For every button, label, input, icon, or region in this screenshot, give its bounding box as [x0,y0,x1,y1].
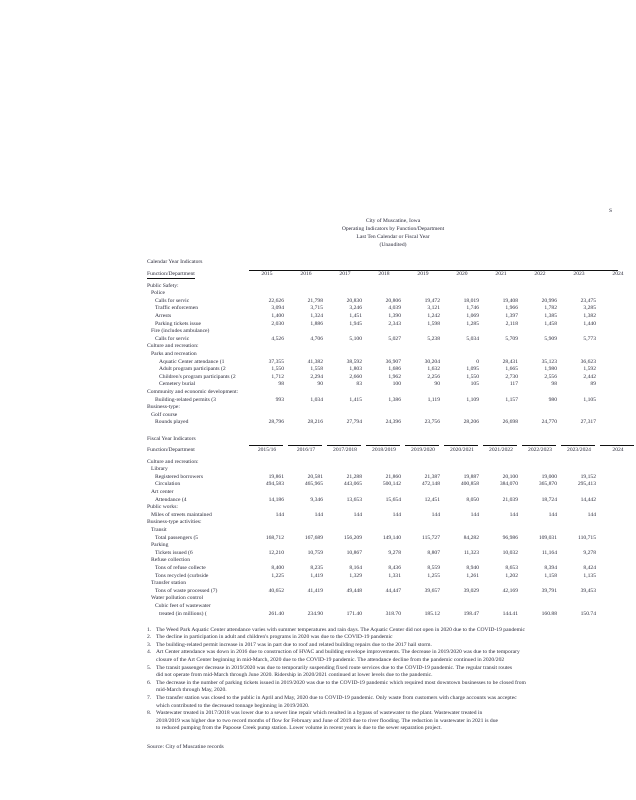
table-cell: 1,034 [310,396,323,403]
table-cell: 8,807 [427,549,440,556]
year-header: 2015 [261,271,273,277]
table-cell: 144 [431,511,440,518]
table-cell: 5,709 [505,335,518,342]
table-cell: 18,019 [463,297,479,304]
row-label: Cemetery burial [159,381,196,388]
table-cell: 1,324 [310,312,323,319]
year-header: 2024 [612,271,624,277]
table-cell: 3,094 [271,305,284,312]
row-label: Parking tickets issue [155,320,201,327]
year-header: 2019 [417,271,429,277]
year-header: 2021 [495,271,507,277]
table-cell: 20,830 [346,297,362,304]
table-cell: 1,746 [466,305,479,312]
row-label: Calls for servic [155,335,190,342]
table-cell: 24,770 [541,419,557,426]
row-label: Tons recycled (curbside [155,572,209,579]
table-cell: 1,598 [427,320,440,327]
year-header-rule [444,445,478,446]
table-cell: 2,660 [349,373,362,380]
table-cell: 8,164 [349,564,362,571]
year-header: 2015/16 [257,447,277,453]
table-cell: 19,472 [424,297,440,304]
group-label: Public Safety: [147,282,179,289]
table-cell: 167,689 [304,534,323,541]
group-label: Public works: [147,504,178,511]
fiscal-column-label: Function/Department [147,447,195,453]
table-cell: 37,355 [268,358,284,365]
table-cell: 2,556 [544,373,557,380]
table-cell: 23,756 [424,419,440,426]
footnote-text: did not operate from mid-March through June 2020. Ridership in 2020/2021 continued at lower levels due to the pandemic. [156,672,433,679]
table-cell: 1,069 [466,312,479,319]
table-cell: 40,652 [268,587,284,594]
footnote-text: The building-related permit increase in 2017 was in part due to roof and related building repairs due to the 2017 hail storm. [156,641,432,648]
year-header: 2017 [339,271,351,277]
table-cell: 2,294 [310,373,323,380]
fiscal-section-label: Fiscal Year Indicators [147,436,196,442]
footnote-text: The decrease in the number of parking tickets issued in 2019/2020 was due to the COVID-19 pandemic which required most downtown businesses to be closed from [156,679,526,686]
table-cell: 1,550 [271,366,284,373]
group-label: Parking [151,542,169,549]
table-cell: 1,331 [388,572,401,579]
group-label: Culture and recreation: [147,458,199,465]
table-cell: 84,282 [463,534,479,541]
row-label: Traffic enforcemen [155,305,199,312]
table-cell: 28,216 [307,419,323,426]
table-cell: 443,065 [343,481,362,488]
group-label: Cubic feet of wastewater [155,602,211,609]
table-cell: 10,867 [346,549,362,556]
year-header-rule [327,445,361,446]
year-header: 2020/2021 [450,447,474,453]
table-cell: 38,592 [346,358,362,365]
group-label: Refuse collection [151,557,190,564]
row-label: treated (in millions) ( [159,610,207,617]
table-cell: 12,210 [268,549,284,556]
year-header-rule [561,445,595,446]
group-label: Fire (includes ambulance) [151,328,210,335]
report-org: City of Muscatine, Iowa [365,218,421,224]
year-header: 2024 [612,447,624,453]
table-cell: 8,394 [544,564,557,571]
table-cell: 11,164 [541,549,557,556]
table-cell: 234.90 [307,610,323,617]
table-cell: 11,323 [463,549,479,556]
table-cell: 4,039 [388,305,401,312]
table-cell: 8,424 [583,564,596,571]
table-cell: 20,581 [307,473,323,480]
table-cell: 144 [548,511,557,518]
table-cell: 1,458 [544,320,557,327]
year-header-rule [600,445,634,446]
year-header: 2017/2018 [333,447,357,453]
group-label: Library [151,466,168,473]
table-cell: 8,653 [505,564,518,571]
table-cell: 49,448 [346,587,362,594]
table-cell: 1,980 [544,366,557,373]
table-cell: 9,278 [388,549,401,556]
table-cell: 9,346 [310,496,323,503]
table-cell: 2,343 [388,320,401,327]
table-cell: 144 [587,511,596,518]
table-cell: 1,225 [271,572,284,579]
group-label: Culture and recreation: [147,343,199,350]
table-cell: 150.74 [580,610,596,617]
year-header: 2019/2020 [411,447,435,453]
corner-mark: S [609,208,613,214]
table-cell: 1,202 [505,572,518,579]
table-cell: 4,526 [271,335,284,342]
table-cell: 8,940 [466,564,479,571]
table-cell: 1,261 [466,572,479,579]
footnote-number: 6. [147,679,152,686]
footnote-number: 8. [147,710,152,717]
footnote-text: closure of the Art Center beginning in mid-March, 2020 due to the COVID-19 pandemic. The attendance decline from the pandemic continued in 2020/202 [156,656,505,663]
table-cell: 14,442 [580,496,596,503]
year-header: 2021/2022 [489,447,513,453]
row-label: Tons of refuse collecte [155,564,206,571]
source-note: Source: City of Muscatine records [147,744,224,750]
table-cell: 98 [551,381,557,388]
year-header-rule [366,445,400,446]
year-header-rule [522,445,556,446]
table-cell: 117 [509,381,518,388]
table-cell: 30,204 [424,358,440,365]
group-label: Business-type activities: [147,519,202,526]
table-cell: 20,100 [502,473,518,480]
table-cell: 21,798 [307,297,323,304]
table-cell: 23,475 [580,297,596,304]
group-label: Transfer station [151,580,187,587]
footnote-text: The Weed Park Aquatic Center attendance varies with summer temperatures and rain days. The Aquatic Center did not open in 2020 due to the COVID-19 pandemic [156,626,526,633]
calendar-section-label: Calendar Year Indicators [147,259,203,265]
group-label: Transit [151,526,167,533]
table-cell: 993 [275,396,284,403]
table-cell: 1,329 [349,572,362,579]
report-subtitle: Last Ten Calendar or Fiscal Year [356,234,430,240]
table-cell: 1,782 [544,305,557,312]
table-cell: 1,451 [349,312,362,319]
year-header-rule [249,445,283,446]
table-cell: 1,686 [388,366,401,373]
table-cell: 1,945 [349,320,362,327]
table-cell: 3,715 [310,305,323,312]
table-cell: 1,242 [427,312,440,319]
year-header-rule [483,445,517,446]
table-cell: 2,256 [427,373,440,380]
footnote-text: The transfer station was closed to the public in April and May, 2020 due to COVID-19 pandemic. Only waste from customers with charge accounts was acceptec [156,694,517,701]
report-unaudited: (Unaudited) [379,242,407,248]
table-cell: 89 [590,381,596,388]
table-cell: 1,400 [271,312,284,319]
table-cell: 1,157 [505,396,518,403]
table-cell: 1,255 [427,572,440,579]
table-cell: 26,698 [502,419,518,426]
year-header: 2022/2023 [528,447,552,453]
year-header-rule [405,445,439,446]
table-cell: 185.12 [424,610,440,617]
table-cell: 28,206 [463,419,479,426]
table-cell: 149,140 [382,534,401,541]
table-cell: 28,796 [268,419,284,426]
table-cell: 39,029 [463,587,479,594]
footnote-text: mid-March through May, 2020. [156,687,227,694]
footnote-text: which contributed to the decreased tonnage beginning in 2019/2020. [156,702,310,709]
group-label: Golf course [151,411,178,418]
table-cell: 19,408 [502,297,518,304]
table-cell: 90 [434,381,440,388]
table-cell: 5,773 [583,335,596,342]
table-cell: 1,119 [427,396,440,403]
table-cell: 27,317 [580,419,596,426]
table-cell: 8,235 [310,564,323,571]
year-header: 2023 [573,271,585,277]
table-cell: 19,861 [268,473,284,480]
table-cell: 14,186 [268,496,284,503]
table-cell: 83 [356,381,362,388]
table-cell: 21,387 [424,473,440,480]
report-title: Operating Indicators by Function/Department [341,226,445,232]
table-cell: 1,886 [310,320,323,327]
table-cell: 144 [470,511,479,518]
table-cell: 15,654 [385,496,401,503]
table-cell: 8,436 [388,564,401,571]
table-cell: 20,806 [385,297,401,304]
table-cell: 1,419 [310,572,323,579]
footnote-number: 5. [147,664,152,671]
table-cell: 465,965 [304,481,323,488]
table-cell: 1,803 [349,366,362,373]
table-cell: 3,121 [427,305,440,312]
year-header: 2016 [300,271,312,277]
table-cell: 90 [317,381,323,388]
table-cell: 144 [392,511,401,518]
table-cell: 1,592 [583,366,596,373]
table-cell: 2,442 [583,373,596,380]
table-cell: 10,759 [307,549,323,556]
table-cell: 41,382 [307,358,323,365]
table-cell: 1,550 [466,373,479,380]
footnote-text: 2018/2019 was higher due to two record months of flow for February and June of 2019 due to river flooding. The reduction in wastewater in 2021 is due [156,717,498,724]
table-cell: 2,118 [505,320,518,327]
table-cell: 1,285 [466,320,479,327]
table-cell: 21,860 [385,473,401,480]
table-cell: 494,583 [265,481,284,488]
table-cell: 21,039 [502,496,518,503]
group-label: Business-type: [147,404,180,411]
table-cell: 109,031 [538,534,557,541]
table-cell: 19,000 [541,473,557,480]
footnote-text: The decline in participation in adult and children's programs in 2020 was due to the COVID-19 pandemic [156,634,393,641]
table-cell: 1,962 [388,373,401,380]
table-cell: 19,887 [463,473,479,480]
table-cell: 1,712 [271,373,284,380]
table-cell: 110,715 [578,534,596,541]
table-cell: 1,386 [388,396,401,403]
table-cell: 20,996 [541,297,557,304]
table-cell: 1,397 [505,312,518,319]
table-cell: 384,070 [499,481,518,488]
table-cell: 36,907 [385,358,401,365]
table-cell: 144 [353,511,362,518]
row-label: Adult program participants (2 [159,366,226,373]
table-cell: 4,706 [310,335,323,342]
group-label: Community and economic development: [147,388,239,395]
table-cell: 21,288 [346,473,362,480]
table-cell: 100 [392,381,401,388]
footnote-text: Art Center attendance was down in 2016 due to construction of HVAC and building envelope improvements. The decrease in 2019/2020 was due to the temporary [156,649,520,656]
table-cell: 13,653 [346,496,362,503]
group-label: Police [151,290,165,297]
table-cell: 42,169 [502,587,518,594]
table-cell: 365,870 [538,481,557,488]
table-cell: 1,558 [310,366,323,373]
table-cell: 5,909 [544,335,557,342]
row-label: Tons of waste processed (7) [155,587,218,594]
table-cell: 8,559 [427,564,440,571]
table-cell: 144 [314,511,323,518]
table-cell: 144.41 [502,610,518,617]
table-cell: 1,632 [427,366,440,373]
footnote-text: Wastewater treated in 2017/2018 was lower due to a sewer line repair which resulted in a bypass of wastewater to the plant. Wastewater treated in [156,710,483,717]
table-cell: 1,109 [466,396,479,403]
table-cell: 19,152 [580,473,596,480]
table-cell: 5,034 [466,335,479,342]
year-header-rule [288,445,322,446]
row-label: Total passengers (5 [155,534,199,541]
footnote-number: 7. [147,694,152,701]
table-cell: 2,730 [505,373,518,380]
table-cell: 1,665 [505,366,518,373]
group-label: Water pollution control [151,595,204,602]
table-cell: 1,440 [583,320,596,327]
table-cell: 12,451 [424,496,440,503]
table-cell: 160.88 [541,610,557,617]
footnote-text: The transit passenger decrease in 2019/2020 was due to temporarily suspending fixed route services due to the COVID-19 pandemic. The regular transit routes [156,664,513,671]
table-cell: 500,142 [382,481,401,488]
table-cell: 39,791 [541,587,557,594]
table-cell: 3,246 [349,305,362,312]
row-label: Circulation [155,481,181,488]
row-label: Rounds played [155,419,189,426]
table-cell: 115,727 [422,534,440,541]
table-cell: 28,431 [502,358,518,365]
table-cell: 35,123 [541,358,557,365]
table-cell: 168,712 [265,534,284,541]
table-cell: 10,032 [502,549,518,556]
year-header: 2018 [378,271,390,277]
table-cell: 41,419 [307,587,323,594]
table-cell: 1,385 [544,312,557,319]
table-cell: 1,382 [583,312,596,319]
table-cell: 18,724 [541,496,557,503]
table-cell: 2,030 [271,320,284,327]
table-cell: 400,858 [460,481,479,488]
table-cell: 1,415 [349,396,362,403]
table-cell: 318.70 [385,610,401,617]
table-cell: 144 [509,511,518,518]
row-label: Building-related permits (3 [155,396,216,403]
table-cell: 1,966 [505,305,518,312]
row-label: Attendance (4 [155,496,187,503]
table-cell: 96,986 [502,534,518,541]
footnote-number: 3. [147,641,152,648]
row-label: Aquatic Center attendance (1 [159,358,225,365]
table-cell: 8,050 [466,496,479,503]
table-cell: 1,095 [466,366,479,373]
row-label: Tickets issued (6 [155,549,193,556]
table-cell: 1,390 [388,312,401,319]
table-cell: 472,148 [421,481,440,488]
table-cell: 9,278 [583,549,596,556]
table-cell: 1,105 [583,396,596,403]
table-cell: 156,209 [343,534,362,541]
table-cell: 44,447 [385,587,401,594]
table-cell: 261.40 [268,610,284,617]
table-cell: 5,100 [349,335,362,342]
table-cell: 24,396 [385,419,401,426]
table-cell: 198.47 [463,610,479,617]
year-header: 2022 [534,271,546,277]
group-label: Parks and recreation [151,350,197,357]
table-cell: 36,623 [580,358,596,365]
table-cell: 5,238 [427,335,440,342]
year-header: 2023/2024 [567,447,591,453]
row-label: Arrests [155,312,172,319]
table-cell: 98 [278,381,284,388]
footnote-number: 4. [147,649,152,656]
footnote-number: 2. [147,634,152,641]
table-cell: 171.40 [346,610,362,617]
year-header: 2016/17 [296,447,316,453]
table-cell: 295,413 [577,481,596,488]
row-label: Children's program participants (2 [159,373,236,380]
table-cell: 0 [476,358,479,365]
table-cell: 5,027 [388,335,401,342]
calendar-column-label: Function/Department [147,271,195,277]
row-label: Miles of streets maintained [151,511,212,518]
row-label: Calls for servic [155,297,190,304]
group-label: Art center [151,488,174,495]
table-cell: 1,158 [544,572,557,579]
table-cell: 27,794 [346,419,362,426]
row-label: Registered borrowers [155,473,203,480]
table-cell: 105 [470,381,479,388]
table-cell: 3,285 [583,305,596,312]
table-cell: 980 [548,396,557,403]
table-cell: 39,657 [424,587,440,594]
footnote-number: 1. [147,626,152,633]
year-header: 2018/2019 [372,447,396,453]
year-header: 2020 [456,271,468,277]
table-cell: 1,135 [583,572,596,579]
table-cell: 22,626 [268,297,284,304]
table-cell: 39,453 [580,587,596,594]
table-cell: 8,400 [271,564,284,571]
footnote-text: to reduced pumping from the Papoose Creek pump station. Lower volume in recent years is due to the sewer separation project. [156,725,442,732]
table-cell: 144 [275,511,284,518]
